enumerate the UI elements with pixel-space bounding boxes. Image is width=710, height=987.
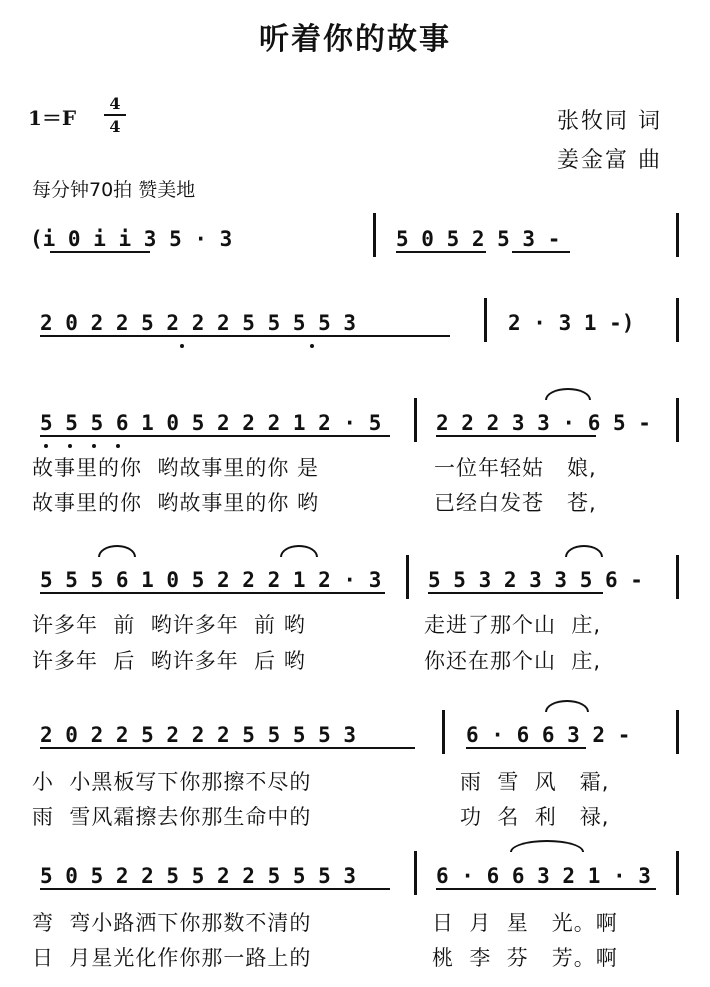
key-signature: 1＝F — [28, 106, 77, 130]
lyricist-credit: 张牧同 词 — [557, 109, 662, 134]
slur — [510, 840, 584, 852]
row3-lyric1-left: 故事里的你 哟故事里的你 是 — [32, 456, 320, 480]
barline — [414, 851, 417, 895]
barline — [414, 398, 417, 442]
beam — [40, 435, 390, 437]
row6-lyric2-left: 日 月星光化作你那一路上的 — [32, 946, 312, 970]
slur — [545, 388, 591, 400]
barline — [676, 851, 679, 895]
barline — [676, 298, 679, 342]
beam — [436, 888, 656, 890]
barline — [676, 213, 679, 257]
composer-credit: 姜金富 曲 — [557, 148, 662, 173]
beam — [40, 747, 415, 749]
low-octave-dot — [44, 444, 48, 448]
row3-lyric2-right: 已经白发苍 苍, — [434, 491, 597, 515]
row1-notes-right: 5 0 5 2 5 3 - — [396, 227, 561, 251]
beam — [40, 888, 390, 890]
barline — [676, 710, 679, 754]
low-octave-dot — [310, 344, 314, 348]
barline — [676, 398, 679, 442]
row2-notes-left: 2 0 2 2 5 2 2 2 5 5 5 5 3 — [40, 311, 357, 335]
row6-lyric2-right: 桃 李 芬 芳。啊 — [432, 946, 618, 970]
low-octave-dot — [68, 444, 72, 448]
row5-lyric1-right: 雨 雪 风 霜, — [460, 770, 610, 794]
row5-notes-left: 2 0 2 2 5 2 2 2 5 5 5 5 3 — [40, 723, 357, 747]
row4-lyric1-right: 走进了那个山 庄, — [424, 613, 602, 637]
low-octave-dot — [180, 344, 184, 348]
barline — [406, 555, 409, 599]
barline — [373, 213, 376, 257]
page-title: 听着你的故事 — [259, 22, 451, 57]
row3-lyric1-right: 一位年轻姑 娘, — [434, 456, 597, 480]
row4-lyric2-right: 你还在那个山 庄, — [424, 649, 602, 673]
slur — [280, 545, 318, 557]
beam — [40, 335, 450, 337]
row4-notes-right: 5 5 3 2 3 3 5 6 - — [428, 568, 643, 592]
beam — [512, 251, 570, 253]
slur — [545, 700, 589, 712]
row6-notes-right: 6 · 6 6 3 2 1 · 3 — [436, 864, 651, 888]
row4-lyric2-left: 许多年 后 哟许多年 后 哟 — [32, 649, 306, 673]
row3-notes-left: 5 5 5 6 1 0 5 2 2 2 1 2 · 5 — [40, 411, 382, 435]
beam — [428, 592, 603, 594]
row5-notes-right: 6 · 6 6 3 2 - — [466, 723, 631, 747]
barline — [676, 555, 679, 599]
time-sig-top: 4 — [109, 94, 121, 113]
low-octave-dot — [116, 444, 120, 448]
barline — [484, 298, 487, 342]
beam — [50, 251, 150, 253]
time-sig-bottom: 4 — [109, 117, 121, 136]
beam — [396, 251, 486, 253]
row4-notes-left: 5 5 5 6 1 0 5 2 2 2 1 2 · 3 — [40, 568, 382, 592]
tempo-marking: 每分钟70拍 赞美地 — [32, 179, 196, 201]
time-signature — [104, 94, 126, 136]
row5-lyric1-left: 小 小黑板写下你那擦不尽的 — [32, 770, 312, 794]
slur — [98, 545, 136, 557]
row6-lyric1-right: 日 月 星 光。啊 — [432, 911, 618, 935]
row4-lyric1-left: 许多年 前 哟许多年 前 哟 — [32, 613, 306, 637]
row5-lyric2-right: 功 名 利 禄, — [460, 805, 610, 829]
row2-notes-right: 2 · 3 1 -) — [508, 311, 635, 335]
row6-lyric1-left: 弯 弯小路洒下你那数不清的 — [32, 911, 312, 935]
slur — [565, 545, 603, 557]
row3-notes-right: 2 2 2 3 3 · 6 5 - — [436, 411, 651, 435]
low-octave-dot — [92, 444, 96, 448]
row6-notes-left: 5 0 5 2 2 5 5 2 2 5 5 5 3 — [40, 864, 357, 888]
beam — [466, 747, 586, 749]
row1-notes-left: (i 0 i i 3 5 · 3 — [30, 227, 233, 251]
barline — [442, 710, 445, 754]
row3-lyric2-left: 故事里的你 哟故事里的你 哟 — [32, 491, 320, 515]
row5-lyric2-left: 雨 雪风霜擦去你那生命中的 — [32, 805, 312, 829]
beam — [436, 435, 596, 437]
beam — [40, 592, 385, 594]
